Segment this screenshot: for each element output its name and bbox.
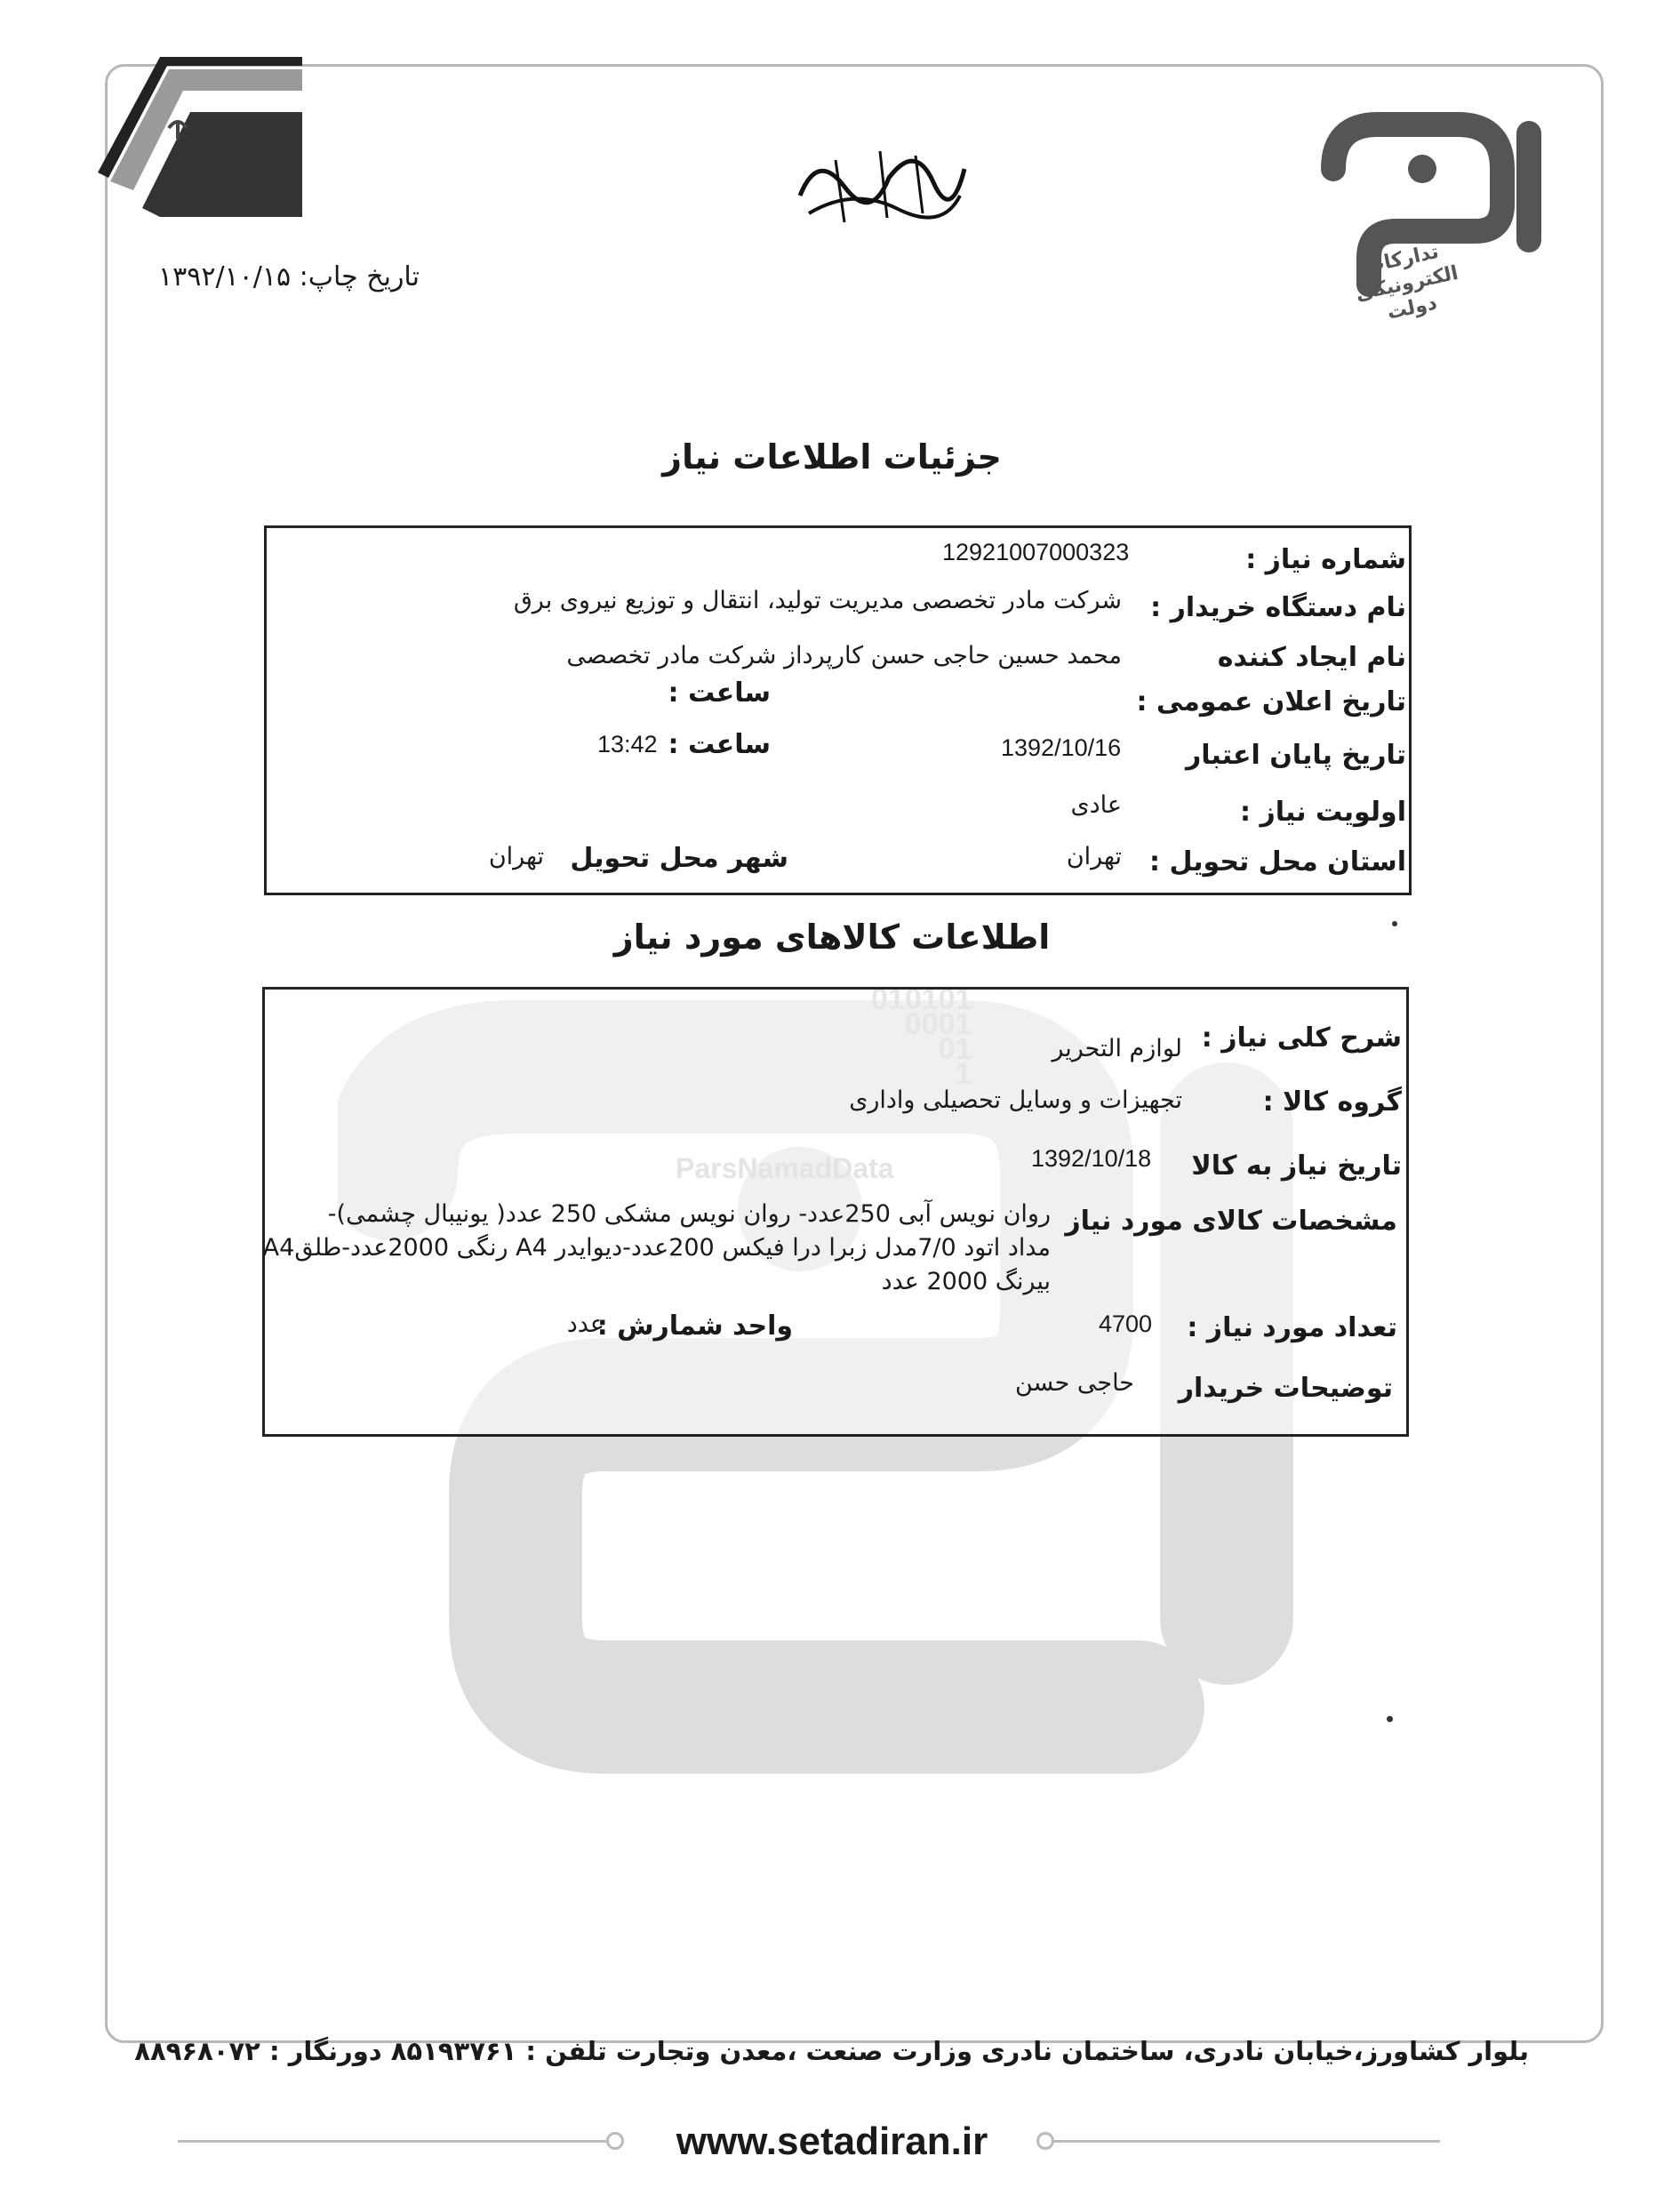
section2-title: اطلاعات کالاهای مورد نیاز — [613, 918, 1051, 957]
goods-group-value: تجهیزات و وسایل تحصیلی واداری — [849, 1086, 1182, 1114]
buyer-notes-label: توضیحات خریدار — [1178, 1373, 1393, 1404]
buyer-value: شرکت مادر تخصصی مدیریت تولید، انتقال و توزیع نیروی برق — [513, 587, 1122, 614]
validity-date-label: تاریخ پایان اعتبار — [1185, 740, 1406, 771]
specs-line-1: روان نویس آبی 250عدد- روان نویس مشکی 250 عدد( یونیبال چشمی)- — [327, 1200, 1051, 1228]
validity-date-value: 1392/10/16 — [1001, 734, 1122, 761]
scan-dot — [1392, 921, 1397, 926]
creator-label: نام ایجاد کننده — [1217, 642, 1406, 673]
need-date-label: تاریخ نیاز به کالا — [1191, 1150, 1402, 1182]
section1-title: جزئیات اطلاعات نیاز — [662, 437, 1002, 477]
province-value: تهران — [1066, 843, 1122, 870]
specs-line-2: مداد اتود 7/0مدل زبرا درا فیکس 200عدد-دیوایدر A4 رنگی 2000عدد-طلقA4 — [262, 1234, 1051, 1262]
print-date: تاریخ چاپ: ۱۳۹۲/۱۰/۱۵ — [158, 261, 420, 293]
unit-label: واحد شمارش : — [596, 1310, 793, 1342]
creator-value: محمد حسین حاجی حسن کارپرداز شرکت مادر تخصصی — [566, 642, 1122, 669]
footer-address: بلوار کشاورز،خیابان نادری، ساختمان نادری وزارت صنعت ،معدن وتجارت تلفن : ۸۵۱۹۳۷۶۱ دورنگار : ۸۸۹۶۸۰۷۲ — [134, 2036, 1529, 2066]
buyer-label: نام دستگاه خریدار : — [1150, 592, 1406, 623]
logo-caption: سامانه تدارکات الکترونیکی دولت — [1353, 217, 1460, 325]
announce-date-label: تاریخ اعلان عمومی : — [1136, 686, 1406, 717]
need-number-value: 12921007000323 — [942, 539, 1130, 565]
basmala-calligraphy — [782, 133, 978, 231]
iran-flag-icon — [98, 57, 302, 217]
unit-value: عدد — [566, 1310, 604, 1338]
priority-label: اولویت نیاز : — [1240, 797, 1406, 828]
website-link[interactable]: www.setadiran.ir — [676, 2120, 988, 2163]
goods-group-label: گروه کالا : — [1262, 1086, 1402, 1118]
validity-time-label: ساعت : — [668, 729, 771, 760]
priority-value: عادی — [1070, 791, 1122, 819]
announce-time-label: ساعت : — [668, 677, 771, 709]
specs-label: مشخصات کالای مورد نیاز — [1065, 1206, 1397, 1237]
city-label: شهر محل تحویل — [570, 843, 788, 874]
buyer-notes-value: حاجی حسن — [1014, 1369, 1134, 1397]
validity-time-value: 13:42 — [597, 731, 658, 757]
scan-dot — [1387, 1716, 1393, 1722]
province-label: استان محل تحویل : — [1149, 846, 1406, 878]
summary-label: شرح کلی نیاز : — [1201, 1022, 1402, 1054]
need-number-label: شماره نیاز : — [1245, 544, 1406, 575]
quantity-label: تعداد مورد نیاز : — [1187, 1312, 1397, 1343]
city-value: تهران — [488, 843, 544, 870]
quantity-value: 4700 — [1099, 1310, 1153, 1337]
need-date-value: 1392/10/18 — [1031, 1145, 1152, 1172]
specs-line-3: بیرنگ 2000 عدد — [881, 1268, 1051, 1295]
summary-value: لوازم التحریر — [1052, 1035, 1182, 1062]
